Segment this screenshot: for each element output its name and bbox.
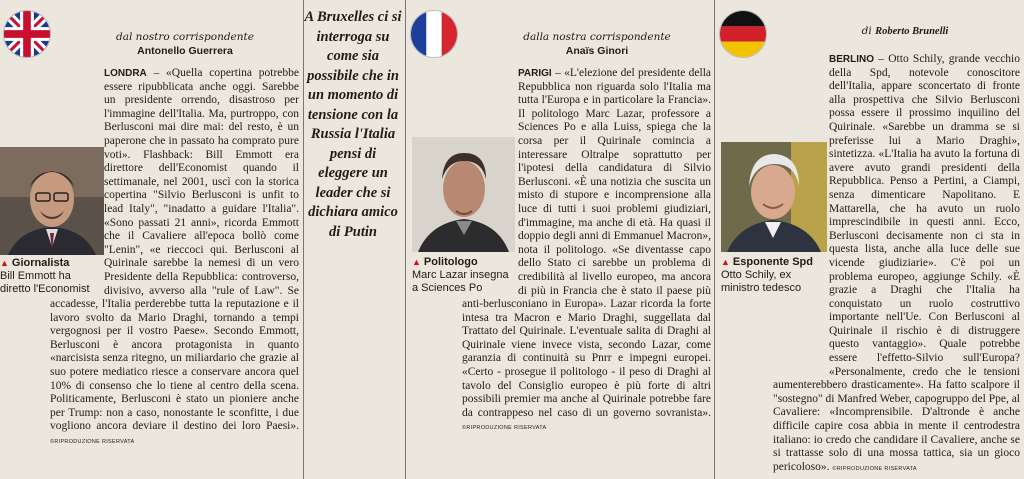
de-byline-name: Roberto Brunelli (875, 26, 949, 37)
fr-dateline: PARIGI (518, 68, 552, 79)
de-article (773, 53, 1020, 476)
fr-riserva: ©RIPRODUZIONE RISERVATA (462, 425, 547, 432)
fr-byline-pre: dalla nostra corrispondente (523, 31, 671, 43)
column-rule (714, 0, 715, 479)
france-flag-icon (410, 10, 458, 58)
uk-byline (80, 30, 290, 58)
fr-byline-name: Anaïs Ginori (565, 45, 629, 57)
triangle-icon: ▲ (721, 257, 730, 267)
uk-riserva: ©RIPRODUZIONE RISERVATA (50, 439, 135, 446)
uk-article (50, 67, 299, 450)
fr-caption-text: Marc Lazar insegna a Sciences Po (412, 269, 509, 294)
triangle-icon: ▲ (412, 257, 421, 267)
de-caption-tag: Esponente Spd (732, 256, 813, 268)
uk-flag-icon (3, 10, 51, 58)
de-dateline: BERLINO (829, 54, 874, 65)
fr-caption-tag: Politologo (423, 256, 478, 268)
de-article-text: – Otto Schily, grande vecchio della Spd, notevole conoscitore dell'Italia, appare sconcertato di fronte alla prospettiva che Silvio Berlusconi possa essere il prossimo inquilino del Quirinale. «Sarebbe un dramma se si preferisse lui a Mario Draghi», sintetizza. «L'Italia ha avuto la fortuna di avere avuto grandi presidenti della Repubblica. Penso a Pertini, a Ciampi, senza dimenticare Napolitano. E Mattarella, che ha avuto un ruolo imprescindibile in questi anni. Ecco, Berlusconi decisamente non ci sta in questa lista, anche alla luce delle sue vicende giudiziarie». C'è poi un problema europeo, aggiunge Schily. «È grazie a Draghi che l'Italia ha conquistato un ruolo costruttivo importante nell'Ue. Con Berlusconi al Quirinale il rischio è di distruggere questo vantaggio». Quale potrebbe essere l'effetto-Silvio sull'Europa? «Personalmente, credo che le tensioni aumenterebbero drasticamente». Ha fatto scalpore il "sostegno" di Manfred Weber, capogruppo del Ppe, al Cavaliere: «Incomprensibile. D'altronde è anche difficile capire cosa abbia in mente il centrodestra italiano: io credo che candidare il Cavaliere, anche se si trattasse solo di una mossa tattica, sia un gioco pericoloso». (773, 53, 1020, 473)
uk-caption-text: Bill Emmott ha diretto l'Economist (0, 270, 90, 295)
uk-byline-pre: dal nostro corrispondente (116, 31, 254, 43)
triangle-icon: ▲ (0, 258, 9, 268)
uk-caption-tag: Giornalista (11, 257, 70, 269)
germany-flag-icon (719, 10, 767, 58)
uk-byline-name: Antonello Guerrera (137, 45, 233, 57)
de-riserva: ©RIPRODUZIONE RISERVATA (832, 465, 917, 472)
column-rule (405, 0, 406, 479)
uk-article-text: – «Quella copertina potrebbe essere ripubblicata anche oggi. Sarebbe un presidente orrendo, disastroso per l'immagine dell'Italia. Ma, purtroppo, con Berlusconi mai dire mai: del resto, è un paperone che in passato ha comprato pure voti». Flashback: Bill Emmott era direttore dell'Economist quando il settimanale, nel 2001, uscì con la storica copertina "Silvio Berlusconi is unfit to lead Italy", "inadatto a guidare l'Italia". «Sono passati 21 anni», ricorda Emmott che il Cavaliere all'epoca bollò come "Lenin", «e rieccoci qui. Berlusconi al Quirinale sarebbe la nemesi di un vero Presidente della Repubblica: controverso, divisivo, avverso alla "rule of Law". Se accadesse, l'Italia perderebbe tutta la reputazione e il lavoro svolto da Mario Draghi, tornando a tempi vergognosi per il vostro Paese». Secondo Emmott, Berlusconi è ancora protagonista in quanto «narcisista senza ritegno, un miliardario che grazie al suo potere mediatico riesce a conservare ancora quel 10% di consenso che lo tiene al centro della scena. Politicamente, Berlusconi è stato un pioniere anche per Trump: non a caso, nonostante le sconfitte, i due vogliono ancora deviare il destino dei loro Paesi». (50, 67, 299, 433)
fr-article-text: – «L'elezione del presidente della Repubblica non riguarda solo l'Italia ma tutta l'Europa e in particolare la Francia». Il politologo Marc Lazar, professore a Sciences Po e alla Luiss, spiega che la corsa per il Quirinale comincia a interessare Oltralpe soprattutto per l'ipotesi della candidatura di Silvio Berlusconi. «È una notizia che suscita un misto di stupore e incomprensione alla luce di tutti i suoi problemi giudiziari, d'immagine, ma anche di età. Ha quasi il doppio degli anni di Emmanuel Macron», nota il politologo. «Se diventasse capo dello Stato ci sarebbe un problema di credibilità al livello europeo, ma ancora di più in Francia che è stato il paese più anti-berlusconiano in Europa». Lazar ricorda la forte intesa tra Macron e Mario Draghi, suggellata dal Trattato del Quirinale. L'eventuale salita di Draghi al Quirinale viene invece vista, secondo Lazar, come garanzia di continuità su Pnrr e impegni europei. «Certo - prosegue il politologo - il peso di Draghi al tavolo del Consiglio europeo è più forte di altri possibili premier ma anche al Quirinale potrebbe fare da contrappeso nel caso di un governo sovranista». (462, 67, 711, 419)
de-caption-text: Otto Schily, ex ministro tedesco (721, 269, 802, 294)
pull-quote: A Bruxelles ci si interroga su come sia possibile che in un momento di tensione con la Russia l'Italia pensi di eleggere un leader che si dichiara amico di Putin (304, 9, 402, 240)
de-byline-pre: di (861, 25, 872, 37)
fr-article (462, 67, 711, 436)
uk-dateline: LONDRA (104, 68, 147, 79)
fr-byline (490, 30, 704, 58)
de-byline (790, 24, 1020, 39)
